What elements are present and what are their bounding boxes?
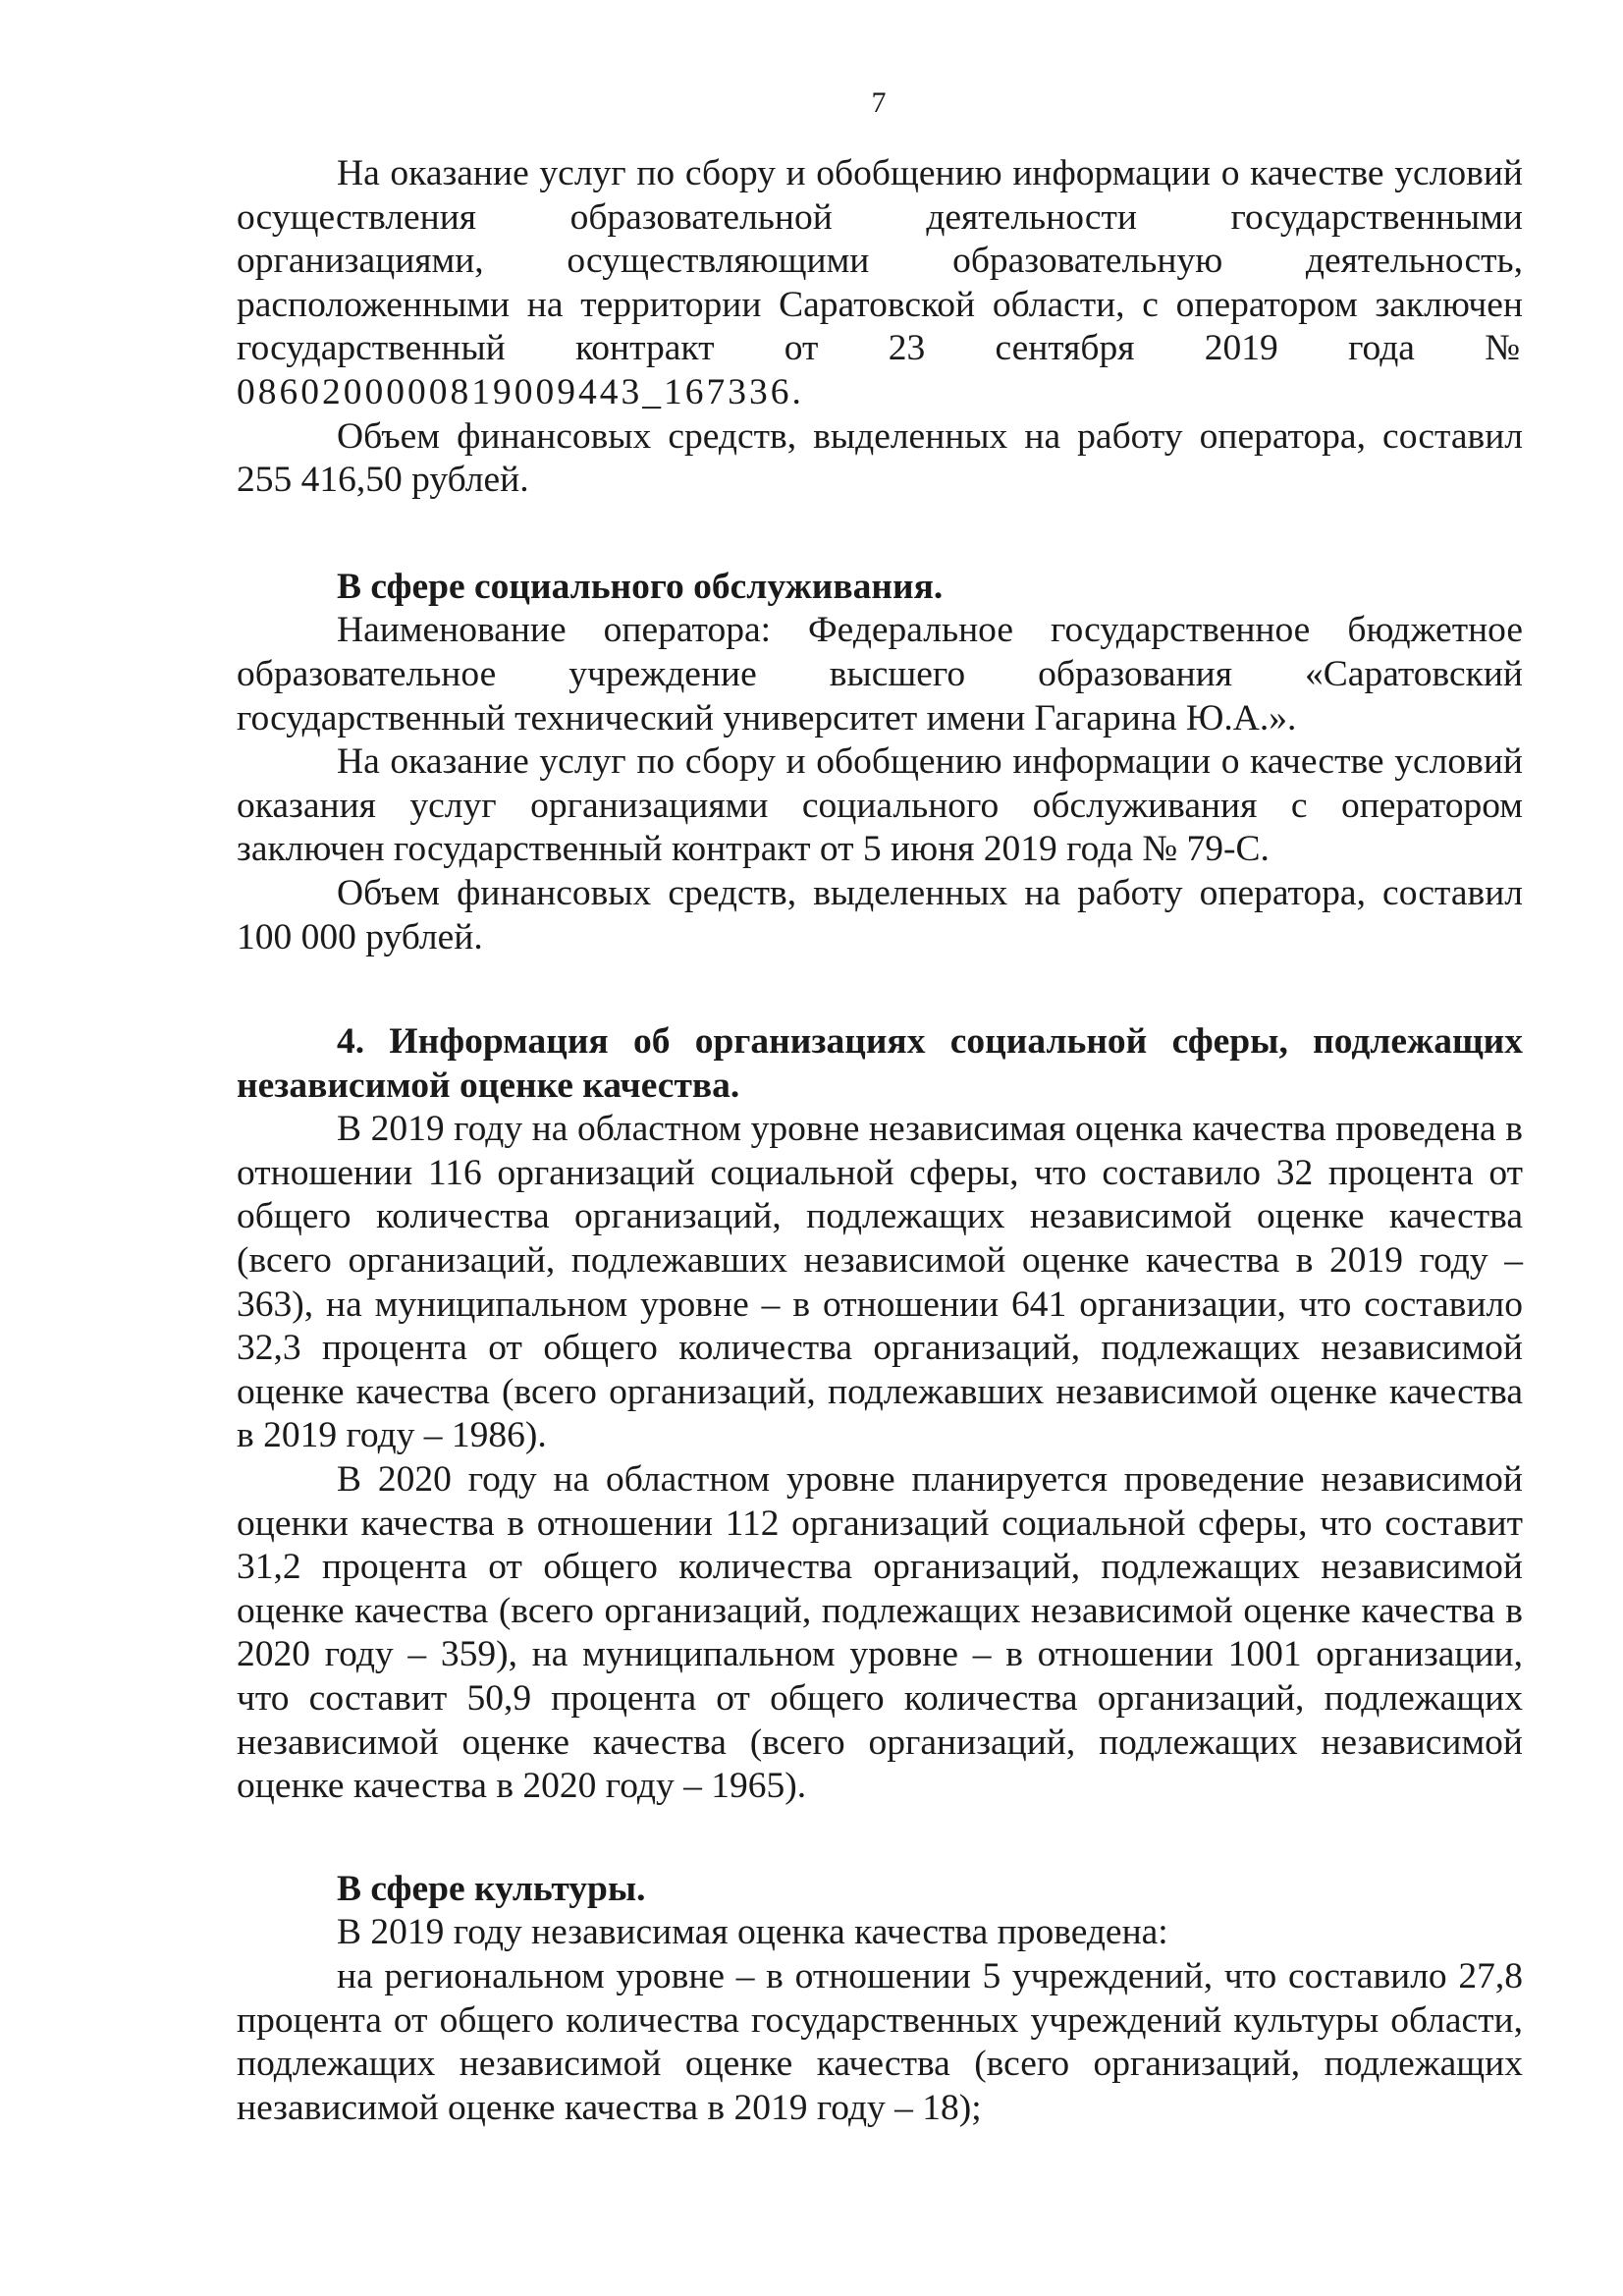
paragraph-culture-regional: на региональном уровне – в отношении 5 учреждений, что составило 27,8 процента от общего количества государственных учреждений культуры области, подлежащих независимой оценке качества (всего организаций, подлежащих независимой оценке качества в 2019 году – 18); — [237, 1955, 1523, 2128]
paragraph-social-funding: Объем финансовых средств, выделенных на работу оператора, составил 100 000 рублей. — [237, 872, 1523, 957]
document-body — [237, 152, 1523, 2130]
paragraph-culture-intro: В 2019 году независимая оценка качества проведена: — [337, 1912, 1168, 1953]
paragraph-2020-plan: В 2020 году на областном уровне планируется проведение независимой оценки качества в отношении 112 организаций социальной сферы, что составит 31,2 процента от общего количества организаций, подлежащих независимой оценке качества (всего организаций, подлежащих независимой оценке качества в 2020 году – 359), на муниципальном уровне – в отношении 1001 организации, что составит 50,9 процента от общего количества организаций, подлежащих независимой оценке качества (всего организаций, подлежащих независимой оценке качества в 2020 году – 1965). — [237, 1459, 1523, 1807]
paragraph-social-operator: Наименование оператора: Федеральное государственное бюджетное образовательное учреждение высшего образования «Саратовский государственный технический университет имени Гагарина Ю.А.». — [237, 610, 1523, 738]
heading-culture: В сфере культуры. — [337, 1868, 646, 1909]
paragraph-education-contract-text: На оказание услуг по сбору и обобщению информации о качестве условий осуществления образовательной деятельности государственными организациями, осуществляющими образовательную деятельность, расположенными на территории Саратовской области, с оператором заключен государственный контракт от 23 сентября 2019 года — [237, 153, 1523, 369]
contract-number: № 0860200000819009443_167336. — [237, 328, 1524, 412]
paragraph-social-contract: На оказание услуг по сбору и обобщению информации о качестве условий оказания услуг организациями социального обслуживания с оператором заключен государственный контракт от 5 июня 2019 года № 79-С. — [237, 741, 1523, 870]
spacer — [237, 1809, 1523, 1868]
paragraph-2019-assessment: В 2019 году на областном уровне независимая оценка качества проведена в отношении 116 организаций социальной сферы, что составило 32 процента от общего количества организаций, подлежащих независимой оценке качества (всего организаций, подлежавших независимой оценке качества в 2019 году – 363), на муниципальном уровне – в отношении 641 организации, что составило 32,3 процента от общего количества организаций, подлежащих независимой оценке качества (всего организаций, подлежавших независимой оценке качества в 2019 году – 1986). — [237, 1109, 1523, 1456]
spacer — [237, 503, 1523, 566]
heading-social-services: В сфере социального обслуживания. — [337, 566, 944, 607]
paragraph-education-contract — [237, 152, 1523, 415]
heading-section-4: 4. Информация об организациях социальной сферы, подлежащих независимой оценке качества. — [237, 1021, 1523, 1106]
paragraph-education-funding: Объем финансовых средств, выделенных на работу оператора, составил 255 416,50 рублей. — [237, 415, 1523, 501]
page-number: 7 — [871, 86, 887, 119]
spacer — [237, 959, 1523, 1020]
